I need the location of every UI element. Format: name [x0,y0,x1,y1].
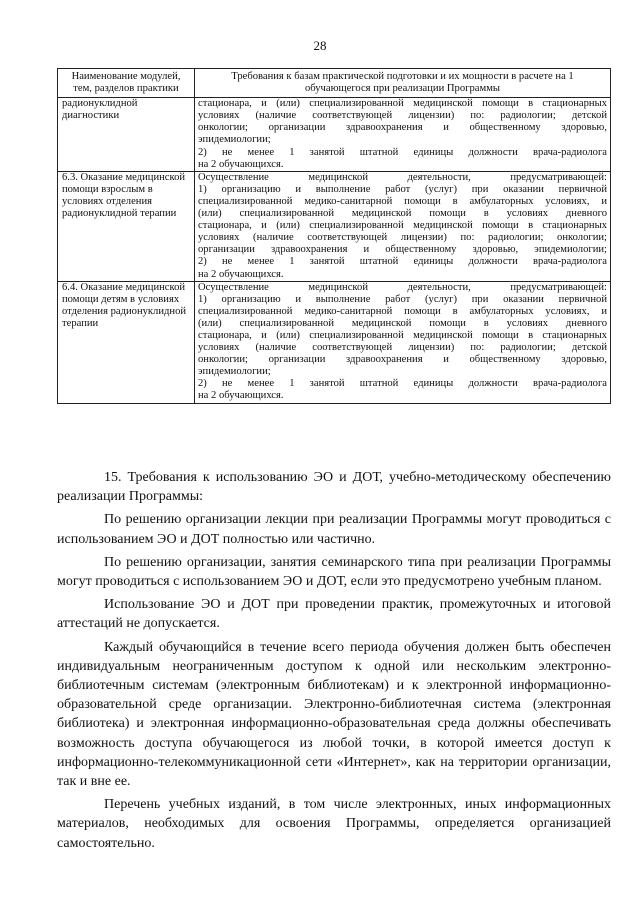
requirement-line: условиях (наличие соответствующей лицензии) по: радиологии; онкологии; [198,232,607,244]
requirement-line: на 2 обучающихся. [198,158,284,170]
requirements-cell [195,98,611,172]
module-name-cell: 6.3. Оказание медицинской помощи взрослым в условиях отделения радионуклидной терапии [58,171,195,281]
requirement-line: на 2 обучающихся. [198,268,284,280]
section-paragraph: Использование ЭО и ДОТ при проведении практик, промежуточных и итоговой аттестаций не допускается. [57,597,611,632]
requirement-line: специализированной медико-санитарной помощи в амбулаторных условиях, и [198,305,607,317]
requirement-line: Осуществление медицинской деятельности, предусматривающей: [198,171,607,183]
section-paragraph: Перечень учебных изданий, в том числе электронных, иных информационных материалов, необходимых для освоения Программы, определяется организацией самостоятельно. [57,797,611,851]
requirement-line: специализированной медико-санитарной помощи в амбулаторных условиях, и [198,195,607,207]
requirement-line: условиях (наличие соответствующей лицензии) по: радиологии; детской [198,342,607,354]
requirement-line: 2) не менее 1 занятой штатной единицы должности врача-радиолога [198,256,607,268]
table-row [58,171,611,281]
table-header-row [58,69,611,98]
module-name-cell: 6.4. Оказание медицинской помощи детям в условиях отделения радионуклидной терапии [58,281,195,403]
page-number: 28 [313,38,327,53]
requirement-line: эпидемиологии; [198,134,271,146]
requirement-line: 2) не менее 1 занятой штатной единицы должности врача-радиолога [198,378,607,390]
requirement-line: стационара, и (или) специализированной медицинской помощи в стационарных [198,220,607,232]
header-requirements: Требования к базам практической подготовки и их мощности в расчете на 1 обучающегося при реализации Программы [195,69,611,98]
table-row [58,281,611,403]
table-row [58,98,611,172]
section-paragraph: Каждый обучающийся в течение всего периода обучения должен быть обеспечен индивидуальным неограниченным доступом к одной или нескольким электронно-библиотечным системам (электронным библиотекам) и к электронной информационно-образовательной среде организации. Электронно-библиотечная система (электронная библиотека) и электронная информационно-образовательная среда должны обеспечивать возможность доступа обучающегося из любой точки, в которой имеется доступ к информационно-телекоммуникационной сети «Интернет», как на территории организации, так и вне ее. [57,639,611,790]
requirement-line: онкологии; организации здравоохранения и общественному здоровью, [198,122,607,134]
requirement-line: стационара, и (или) специализированной медицинской помощи в стационарных [198,329,607,341]
section-heading: 15. Требования к использованию ЭО и ДОТ, учебно-методическому обеспечению реализации Программы: [57,470,611,505]
requirements-table [57,68,611,404]
requirement-line: Осуществление медицинской деятельности, предусматривающей: [198,281,607,293]
requirement-line: (или) специализированной медицинской помощи в условиях дневного [198,317,607,329]
requirement-line: 1) организацию и выполнение работ (услуг) при оказании первичной [198,293,607,305]
requirement-line: на 2 обучающихся. [198,390,284,402]
module-name-cell: радионуклидной диагностики [58,98,195,172]
requirement-line: онкологии; организации здравоохранения и общественному здоровью, [198,354,607,366]
requirements-cell [195,281,611,403]
requirement-line: 1) организацию и выполнение работ (услуг) при оказании первичной [198,183,607,195]
requirements-cell [195,171,611,281]
requirement-line: организации здравоохранения и общественному здоровью, эпидемиологии; [198,244,607,256]
requirement-line: условиях (наличие соответствующей лицензии) по: радиологии; детской [198,110,607,122]
section-paragraph: По решению организации, занятия семинарского типа при реализации Программы могут проводиться с использованием ЭО и ДОТ, если это предусмотрено учебным планом. [57,554,611,590]
requirement-line: (или) специализированной медицинской помощи в условиях дневного [198,208,607,220]
section-15 [57,468,611,853]
header-modules: Наименование модулей, тем, разделов практики [58,69,195,98]
section-paragraph: По решению организации лекции при реализации Программы могут проводиться с использованием ЭО и ДОТ полностью или частично. [57,512,611,547]
requirement-line: эпидемиологии; [198,366,271,378]
requirement-line: стационара, и (или) специализированной медицинской помощи в стационарных [198,98,607,110]
requirement-line: 2) не менее 1 занятой штатной единицы должности врача-радиолога [198,146,607,158]
